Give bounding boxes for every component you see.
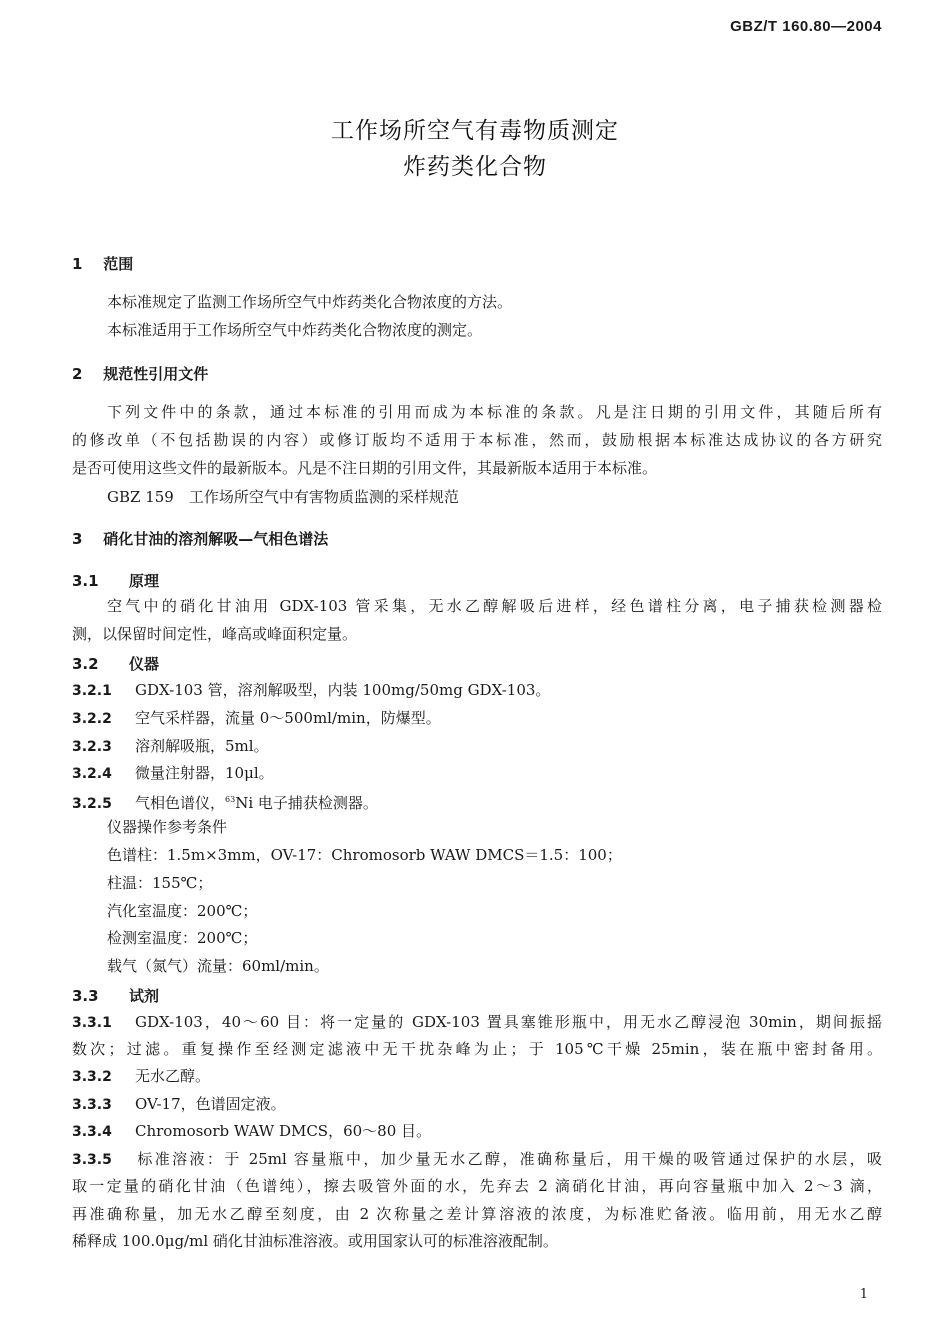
list-item bbox=[72, 1149, 882, 1170]
subsection-title: 试剂 bbox=[129, 987, 160, 1005]
item-number: 3.2.2 bbox=[72, 711, 112, 727]
list-item bbox=[72, 1012, 882, 1033]
section-title: 硝化甘油的溶剂解吸—气相色谱法 bbox=[103, 530, 329, 548]
item-number: 3.2.4 bbox=[72, 766, 112, 782]
paragraph-line: 稀释成 100.0μg/ml 硝化甘油标准溶液。或用国家认可的标准溶液配制。 bbox=[72, 1232, 558, 1250]
paragraph-line: 数次；过滤。重复操作至经测定滤液中无干扰杂峰为止；于 105℃干燥 25min，装在瓶中密封备用。 bbox=[72, 1040, 882, 1058]
condition-line: 载气（氮气）流量：60ml/min。 bbox=[107, 957, 329, 975]
subsection-3-3-heading bbox=[72, 985, 159, 1006]
item-text: 无水乙醇。 bbox=[135, 1067, 211, 1085]
subsection-title: 仪器 bbox=[129, 655, 160, 673]
section-number: 3 bbox=[72, 530, 83, 548]
paragraph: 本标准规定了监测工作场所空气中炸药类化合物浓度的方法。 bbox=[107, 293, 513, 311]
condition-line: 柱温：155℃； bbox=[107, 874, 213, 892]
subsection-3-2-heading bbox=[72, 653, 159, 674]
paragraph-line: 的修改单（不包括勘误的内容）或修订版均不适用于本标准，然而，鼓励根据本标准达成协议的各方研究 bbox=[72, 431, 882, 449]
item-text: 气相色谱仪， bbox=[135, 794, 226, 812]
item-text: GDX-103 管，溶剂解吸型，内装 100mg/50mg GDX-103。 bbox=[135, 681, 551, 699]
subsection-number: 3.2 bbox=[72, 655, 99, 673]
item-text: 空气采样器，流量 0～500ml/min，防爆型。 bbox=[135, 709, 441, 727]
paragraph-line: 空气中的硝化甘油用 GDX-103 管采集，无水乙醇解吸后进样，经色谱柱分离，电子捕获检测器检 bbox=[107, 597, 882, 615]
item-text: 溶剂解吸瓶，5ml。 bbox=[135, 737, 269, 755]
item-text: GDX-103，40～60 目：将一定量的 GDX-103 置具塞锥形瓶中，用无水乙醇浸泡 30min，期间振摇 bbox=[135, 1013, 882, 1031]
section-2-heading bbox=[72, 363, 208, 384]
item-number: 3.2.1 bbox=[72, 683, 112, 699]
item-number: 3.3.4 bbox=[72, 1124, 112, 1140]
section-1-heading bbox=[72, 253, 133, 274]
subsection-number: 3.3 bbox=[72, 987, 99, 1005]
item-text: Chromosorb WAW DMCS，60～80 目。 bbox=[135, 1122, 432, 1140]
paragraph-line: 取一定量的硝化甘油（色谱纯），擦去吸管外面的水，先弃去 2 滴硝化甘油，再向容量瓶中加入 2～3 滴， bbox=[72, 1177, 882, 1195]
document-title: 工作场所空气有毒物质测定 bbox=[331, 118, 619, 144]
item-text: 标准溶液：于 25ml 容量瓶中，加少量无水乙醇，准确称量后，用干燥的吸管通过保护的水层，吸 bbox=[135, 1150, 882, 1168]
list-item bbox=[72, 1121, 431, 1142]
paragraph-line: 测，以保留时间定性，峰高或峰面积定量。 bbox=[72, 625, 358, 643]
paragraph-line: 下列文件中的条款，通过本标准的引用而成为本标准的条款。凡是注日期的引用文件，其随后所有 bbox=[107, 403, 882, 421]
list-item bbox=[72, 1066, 210, 1087]
subsection-title: 原理 bbox=[129, 572, 160, 590]
standard-code: GBZ/T 160.80—2004 bbox=[730, 18, 882, 35]
item-text: OV-17，色谱固定液。 bbox=[135, 1095, 286, 1113]
subsection-3-1-heading bbox=[72, 570, 159, 591]
section-number: 2 bbox=[72, 365, 83, 383]
list-item bbox=[72, 736, 269, 757]
item-number: 3.3.3 bbox=[72, 1097, 112, 1113]
section-3-heading bbox=[72, 528, 328, 549]
page-number: 1 bbox=[859, 1287, 868, 1302]
item-number: 3.3.5 bbox=[72, 1152, 112, 1168]
condition-line: 色谱柱：1.5m×3mm，OV-17：Chromosorb WAW DMCS＝1.5：100； bbox=[107, 846, 622, 864]
item-text: Ni 电子捕获检测器。 bbox=[235, 794, 378, 812]
paragraph-line: 是否可使用这些文件的最新版本。凡是不注日期的引用文件，其最新版本适用于本标准。 bbox=[72, 459, 658, 477]
paragraph-line: 再准确称量，加无水乙醇至刻度，由 2 次称量之差计算溶液的浓度，为标准贮备液。临用前，用无水乙醇 bbox=[72, 1205, 882, 1223]
condition-line: 仪器操作参考条件 bbox=[107, 818, 228, 836]
item-number: 3.3.1 bbox=[72, 1015, 112, 1031]
item-number: 3.2.5 bbox=[72, 796, 112, 812]
list-item bbox=[72, 790, 378, 814]
section-title: 规范性引用文件 bbox=[103, 365, 209, 383]
section-title: 范围 bbox=[103, 255, 134, 273]
reference-item: GBZ 159 工作场所空气中有害物质监测的采样规范 bbox=[107, 488, 459, 506]
list-item bbox=[72, 680, 550, 701]
list-item bbox=[72, 708, 441, 729]
document-subtitle: 炸药类化合物 bbox=[403, 154, 547, 180]
paragraph: 本标准适用于工作场所空气中炸药类化合物浓度的测定。 bbox=[107, 321, 483, 339]
isotope-superscript: 63 bbox=[225, 795, 236, 804]
list-item bbox=[72, 763, 274, 784]
item-number: 3.2.3 bbox=[72, 739, 112, 755]
condition-line: 检测室温度：200℃； bbox=[107, 929, 258, 947]
item-text: 微量注射器，10μl。 bbox=[135, 764, 274, 782]
subsection-number: 3.1 bbox=[72, 572, 99, 590]
section-number: 1 bbox=[72, 255, 83, 273]
list-item bbox=[72, 1094, 286, 1115]
condition-line: 汽化室温度：200℃； bbox=[107, 902, 258, 920]
item-number: 3.3.2 bbox=[72, 1069, 112, 1085]
